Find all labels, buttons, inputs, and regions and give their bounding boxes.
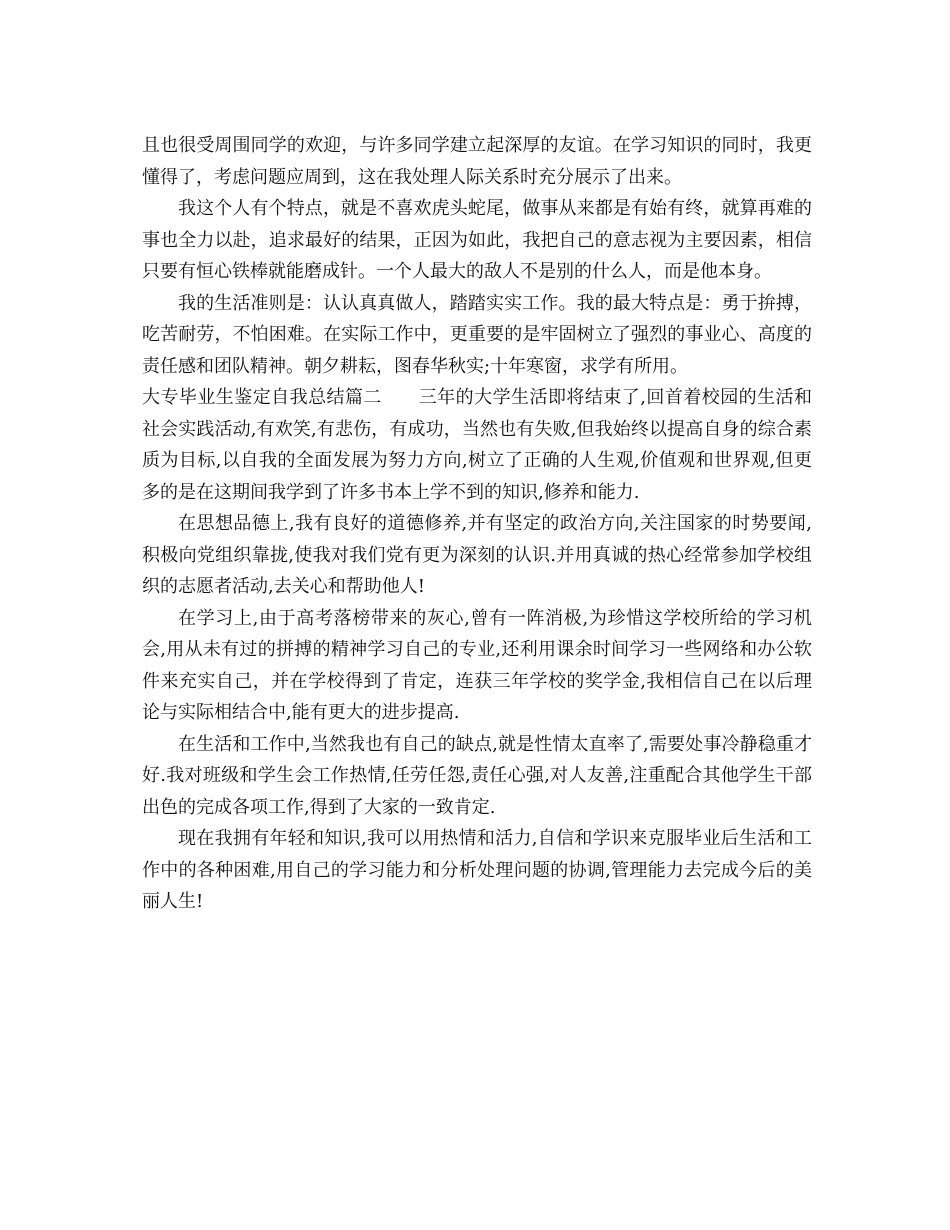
paragraph-5: 在思想品德上,我有良好的道德修养,并有坚定的政治方向,关注国家的时势要闻,积极向党组织靠拢,使我对我们党有更为深刻的认识.并用真诚的热心经常参加学校组织的志愿者活动,去关心和帮助他人!	[142, 513, 812, 597]
paragraph-6: 在学习上,由于高考落榜带来的灰心,曾有一阵消极,为珍惜这学校所给的学习机会,用从未有过的拼搏的精神学习自己的专业,还利用课余时间学习一些网络和办公软件来充实自己，并在学校得到了肯定，连获三年学校的奖学金,我相信自己在以后理论与实际相结合中,能有更大的进步提高.	[142, 607, 812, 723]
document-body	[142, 130, 812, 918]
paragraph-7: 在生活和工作中,当然我也有自己的缺点,就是性情太直率了,需要处事冷静稳重才好.我对班级和学生会工作热情,任劳任怨,责任心强,对人友善,注重配合其他学生干部出色的完成各项工作,得到了大家的一致肯定.	[142, 733, 812, 818]
paragraph-3: 我的生活准则是：认认真真做人，踏踏实实工作。我的最大特点是：勇于拚搏，吃苦耐劳，不怕困难。在实际工作中，更重要的是牢固树立了强烈的事业心、高度的责任感和团队精神。朝夕耕耘，图春华秋实;十年寒窗，求学有所用。	[142, 292, 812, 377]
paragraph-4-section-heading: 大专毕业生鉴定自我总结篇二 三年的大学生活即将结束了,回首着校园的生活和社会实践活动,有欢笑,有悲伤，有成功，当然也有失败,但我始终以提高自身的综合素质为目标,以自我的全面发展为努力方向,树立了正确的人生观,价值观和世界观,但更多的是在这期间我学到了许多书本上学不到的知识,修养和能力.	[142, 387, 812, 503]
paragraph-8: 现在我拥有年轻和知识,我可以用热情和活力,自信和学识来克服毕业后生活和工作中的各种困难,用自己的学习能力和分析处理问题的协调,管理能力去完成今后的美丽人生!	[142, 828, 812, 912]
paragraph-2: 我这个人有个特点，就是不喜欢虎头蛇尾，做事从来都是有始有终，就算再难的事也全力以赴，追求最好的结果，正因为如此，我把自己的意志视为主要因素，相信只要有恒心铁棒就能磨成针。一个人最大的敌人不是别的什么人，而是他本身。	[142, 198, 812, 282]
paragraph-1: 且也很受周围同学的欢迎，与许多同学建立起深厚的友谊。在学习知识的同时，我更懂得了，考虑问题应周到，这在我处理人际关系时充分展示了出来。	[142, 135, 812, 188]
